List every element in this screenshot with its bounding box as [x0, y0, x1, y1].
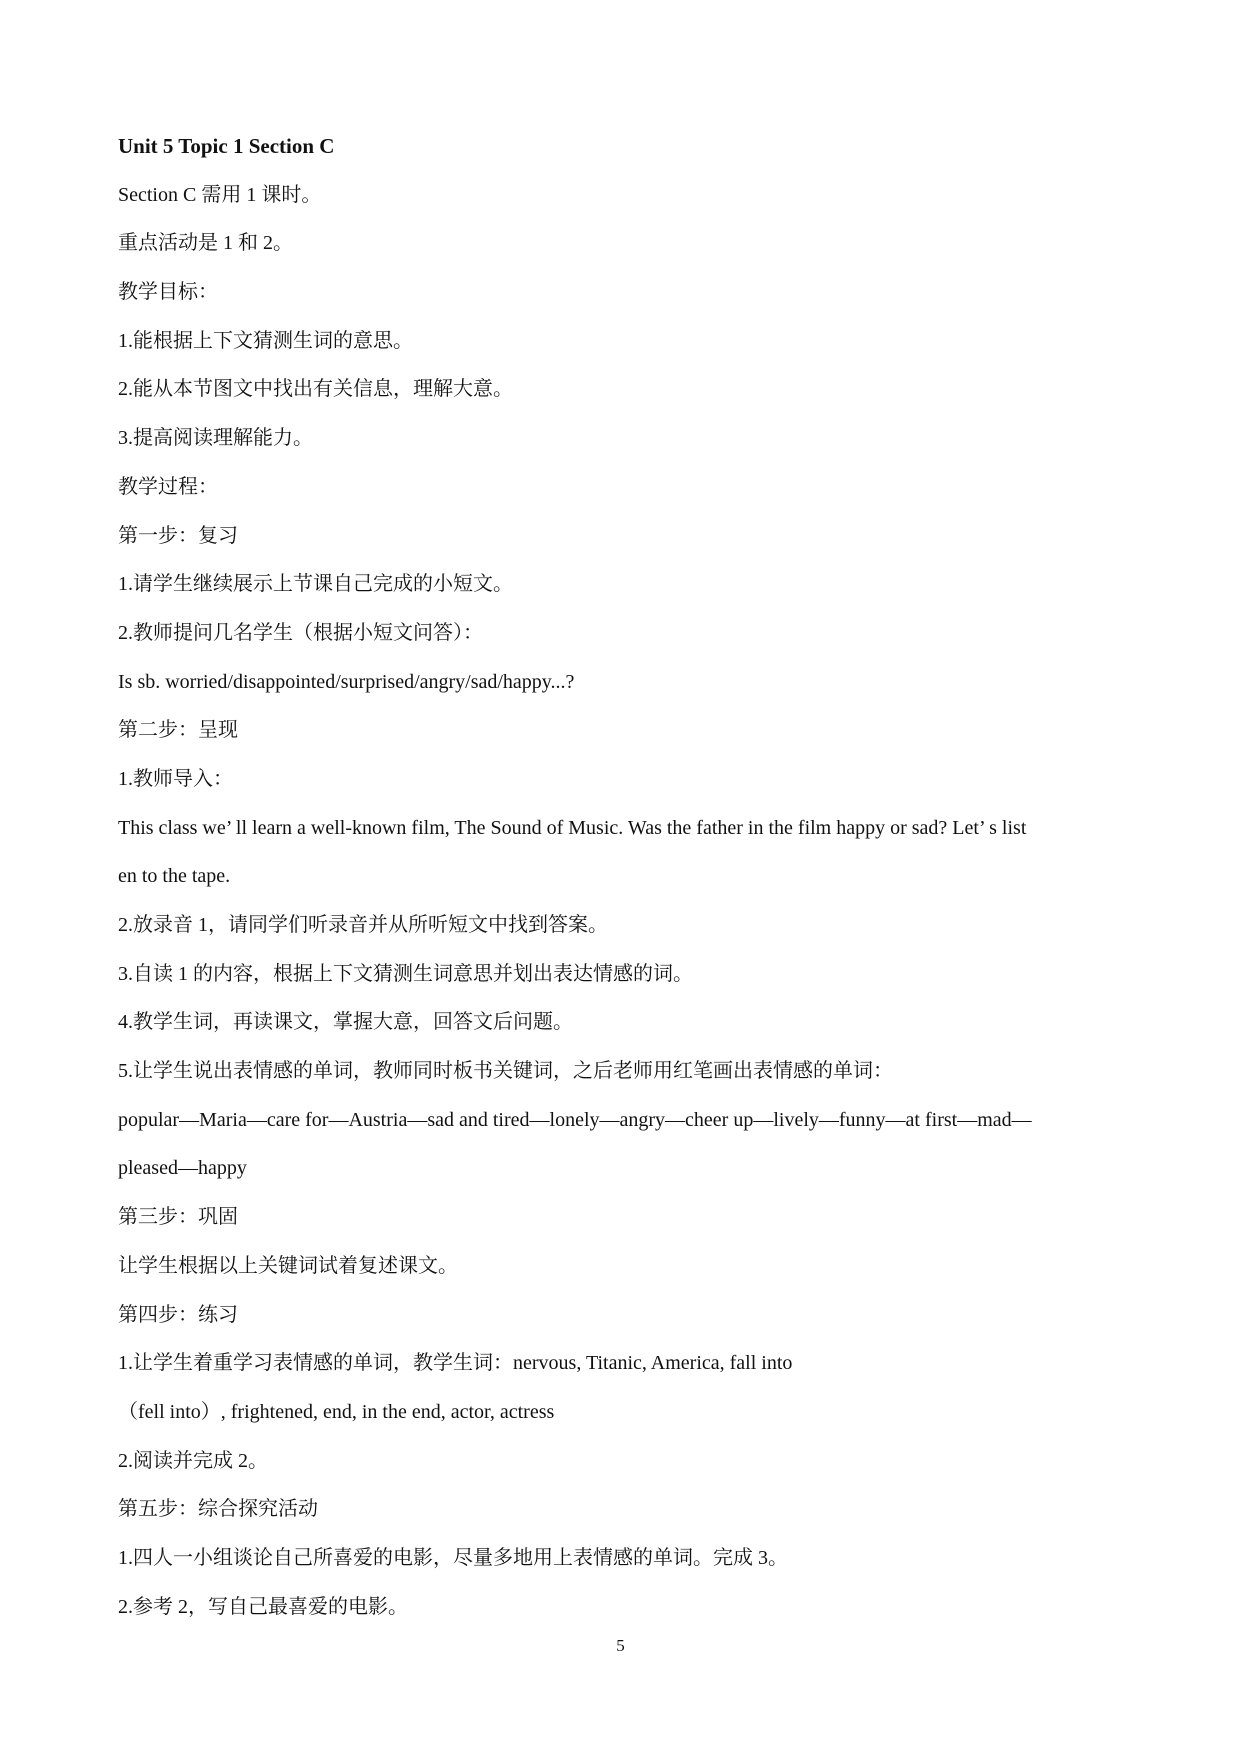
- text-line: （fell into）, frightened, end, in the end, actor, actress: [118, 1400, 555, 1423]
- text-line: Section C 需用 1 课时。: [118, 183, 322, 206]
- text-line: This class we’ ll learn a well-known film, The Sound of Music. Was the father in the film happy or sad? Let’ s list: [118, 816, 1027, 839]
- text-line: 1.能根据上下文猜测生词的意思。: [118, 329, 413, 352]
- step-heading: 第二步：呈现: [118, 719, 238, 742]
- step-heading: 第三步：巩固: [118, 1206, 238, 1229]
- keyword-line: pleased—happy: [118, 1157, 247, 1180]
- text-line: 重点活动是 1 和 2。: [118, 232, 293, 255]
- step-heading: 第五步：综合探究活动: [118, 1498, 318, 1521]
- text-line: en to the tape.: [118, 865, 231, 888]
- text-line: 2.阅读并完成 2。: [118, 1449, 268, 1472]
- text-line: 1.让学生着重学习表情感的单词，教学生词：nervous, Titanic, America, fall into: [118, 1352, 793, 1375]
- text-line: 1.四人一小组谈论自己所喜爱的电影，尽量多地用上表情感的单词。完成 3。: [118, 1546, 788, 1569]
- document-title: Unit 5 Topic 1 Section C: [118, 134, 335, 158]
- step-heading: 第一步：复习: [118, 524, 238, 547]
- text-line: 2.教师提问几名学生（根据小短文问答）：: [118, 621, 483, 644]
- text-line: 让学生根据以上关键词试着复述课文。: [118, 1254, 458, 1277]
- keyword-line: popular—Maria—care for—Austria—sad and tired—lonely—angry—cheer up—lively—funny—at first—mad—: [118, 1108, 1032, 1131]
- page-number: 5: [616, 1636, 625, 1655]
- text-line: 4.教学生词，再读课文，掌握大意，回答文后问题。: [118, 1011, 573, 1034]
- text-line: 1.教师导入：: [118, 767, 233, 790]
- section-heading: 教学过程：: [118, 475, 218, 498]
- text-line: Is sb. worried/disappointed/surprised/angry/sad/happy...?: [118, 670, 575, 693]
- section-heading: 教学目标：: [118, 281, 218, 304]
- text-line: 1.请学生继续展示上节课自己完成的小短文。: [118, 573, 513, 596]
- text-line: 2.参考 2，写自己最喜爱的电影。: [118, 1595, 408, 1618]
- text-line: 3.提高阅读理解能力。: [118, 427, 313, 450]
- text-line: 5.让学生说出表情感的单词，教师同时板书关键词，之后老师用红笔画出表情感的单词：: [118, 1060, 893, 1083]
- step-heading: 第四步：练习: [118, 1303, 238, 1326]
- text-line: 2.放录音 1，请同学们听录音并从所听短文中找到答案。: [118, 914, 608, 936]
- document-body: [118, 122, 1128, 1631]
- text-line: 3.自读 1 的内容，根据上下文猜测生词意思并划出表达情感的词。: [118, 962, 693, 985]
- text-line: 2.能从本节图文中找出有关信息，理解大意。: [118, 378, 513, 401]
